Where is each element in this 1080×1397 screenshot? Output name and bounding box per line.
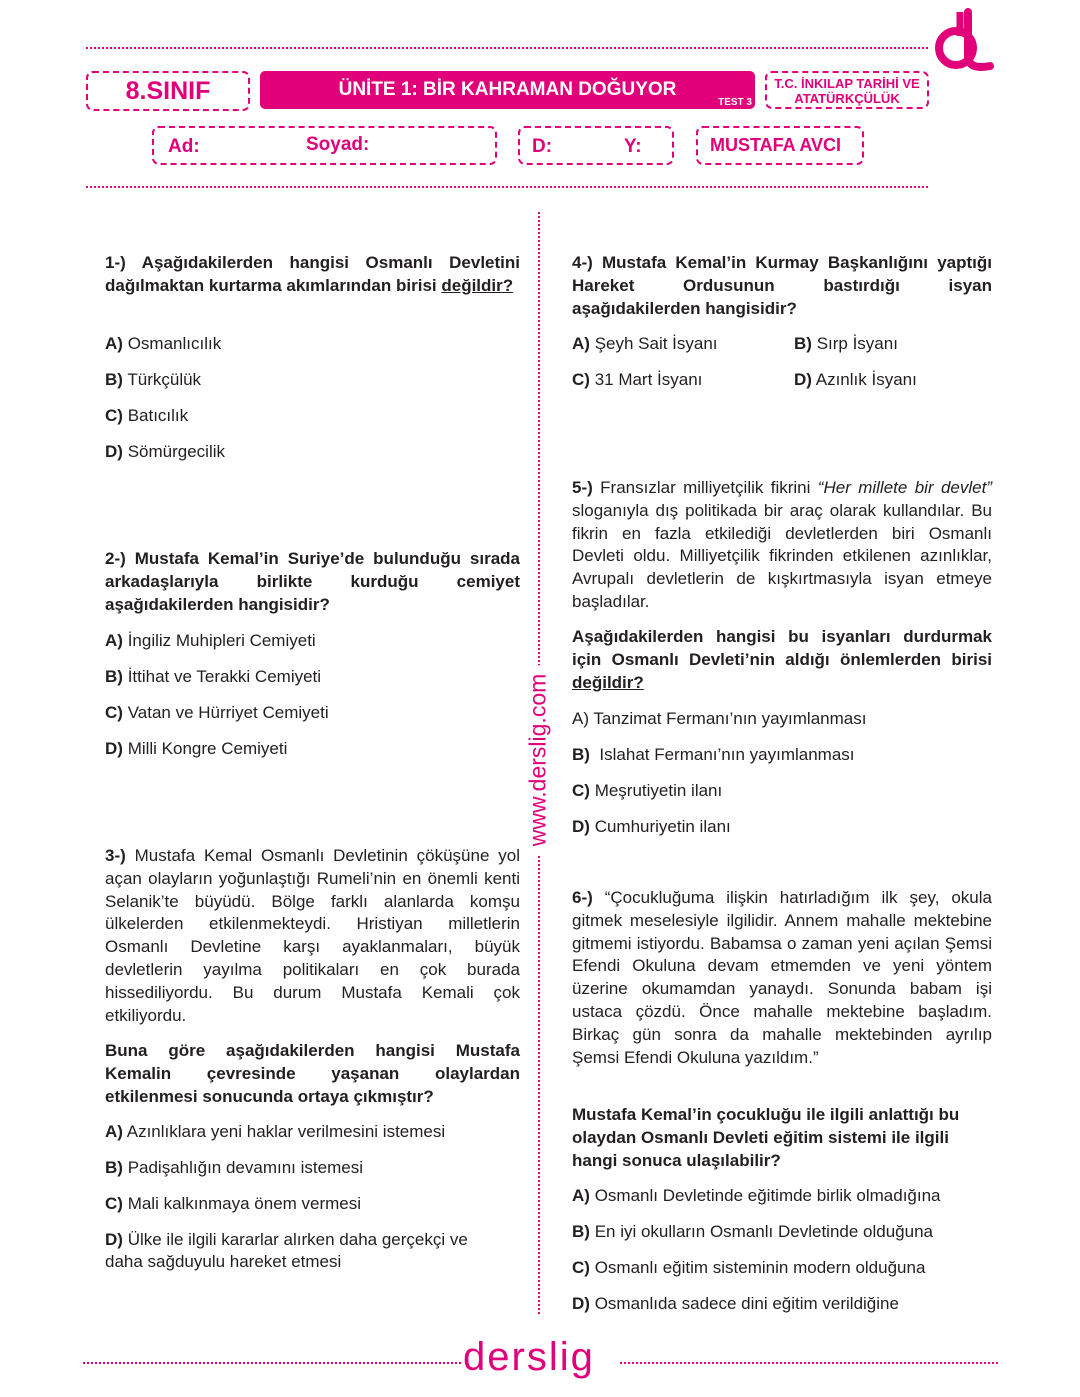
q3-option-d[interactable]: D) Ülke ile ilgili kararlar alırken daha gerçekçi ve daha sağduyulu hareket etmesi — [105, 1230, 468, 1271]
q2-option-b[interactable]: B) İttihat ve Terakki Cemiyeti — [105, 667, 322, 686]
question-5-stem: Aşağıdakilerden hangisi bu isyanları durdurmak için Osmanlı Devleti’nin aldığı önlemlerden birisi değildir? — [572, 627, 992, 692]
surname-label: Soyad: — [306, 134, 370, 155]
q3-option-b[interactable]: B) Padişahlığın devamını istemesi — [105, 1158, 363, 1177]
unit-title: ÜNİTE 1: BİR KAHRAMAN DOĞUYOR — [338, 79, 677, 100]
correct-label: D: — [532, 136, 553, 157]
q4-option-c[interactable]: C) 31 Mart İsyanı — [572, 370, 703, 389]
footer-divider-right — [620, 1362, 998, 1364]
q5-option-b[interactable]: B) Islahat Fermanı’nın yayımlanması — [572, 745, 855, 764]
q1-option-c[interactable]: C) Batıcılık — [105, 406, 189, 425]
wrong-label: Y: — [624, 136, 642, 157]
q1-option-b[interactable]: B) Türkçülük — [105, 370, 202, 389]
q6-option-b[interactable]: B) En iyi okulların Osmanlı Devletinde olduğuna — [572, 1222, 933, 1241]
subject-line2: ATATÜRKÇÜLÜK — [794, 91, 900, 106]
footer-divider-left — [83, 1362, 461, 1364]
q2-option-d[interactable]: D) Milli Kongre Cemiyeti — [105, 739, 288, 758]
watermark-url: www.derslig.com — [525, 666, 552, 855]
top-divider — [86, 47, 928, 49]
q1-option-d[interactable]: D) Sömürgecilik — [105, 442, 225, 461]
question-3-passage: 3-) Mustafa Kemal Osmanlı Devletinin çöküşüne yol açan olayların yoğunlaştığı Rumeli’nin en önemli kenti Selanik’te büyüdü. Bölge farklı alanlarda komşu ülkelerden etkilenmekteydi. Hristiyan milletlerin Osmanlı Devletine karşı ayaklanmaları, büyük devletlerin yayılma politikaları en çok burada hissediliyordu. Bu durum Mustafa Kemali çok etkiliyordu. — [105, 846, 520, 1025]
q4-option-b[interactable]: B) Sırp İsyanı — [794, 334, 898, 353]
q5-option-a[interactable]: A) Tanzimat Fermanı’nın yayımlanması — [572, 709, 867, 728]
q1-option-a[interactable]: A) Osmanlıcılık — [105, 334, 222, 353]
author-name: MUSTAFA AVCI — [710, 135, 841, 155]
test-number: TEST 3 — [718, 97, 752, 108]
q3-option-c[interactable]: C) Mali kalkınmaya önem vermesi — [105, 1194, 362, 1213]
q6-option-c[interactable]: C) Osmanlı eğitim sisteminin modern olduğuna — [572, 1258, 926, 1277]
score-field[interactable] — [518, 126, 674, 165]
footer-brand-logo: derslig — [463, 1335, 595, 1379]
grade-label: 8.SINIF — [125, 76, 211, 105]
question-1: 1-) Aşağıdakilerden hangisi Osmanlı Devletini dağılmaktan kurtarma akımlarından birisi değildir? — [105, 253, 520, 295]
q5-option-d[interactable]: D) Cumhuriyetin ilanı — [572, 817, 731, 836]
question-5-passage: 5-) Fransızlar milliyetçilik fikrini “Her millete bir devlet” sloganıyla dış politikada bir araç olarak kullandılar. Bu fikrin en fazla etkilediği devletlerden biri Osmanlı Devleti oldu. Milliyetçilik fikrinden etkilenen azınlıklar, Avrupalı devletlerin de kışkırtmasıyla isyan etmeye başladılar. — [572, 478, 992, 611]
q3-option-a[interactable]: A) Azınlıklara yeni haklar verilmesini istemesi — [105, 1122, 446, 1141]
q2-option-a[interactable]: A) İngiliz Muhipleri Cemiyeti — [105, 631, 316, 650]
subject-line1: T.C. İNKILAP TARİHİ VE — [774, 76, 920, 91]
question-6-stem: Mustafa Kemal’in çocukluğu ile ilgili anlattığı bu olaydan Osmanlı Devleti eğitim sistemi ile ilgili hangi sonuca ulaşılabilir? — [572, 1105, 960, 1170]
q4-option-a[interactable]: A) Şeyh Sait İsyanı — [572, 334, 718, 353]
name-field[interactable] — [152, 126, 497, 165]
question-3-stem: Buna göre aşağıdakilerden hangisi Mustafa Kemalin çevresinde yaşanan olaylardan etkilenmesi sonucunda ortaya çıkmıştır? — [105, 1041, 520, 1106]
question-4: 4-) Mustafa Kemal’in Kurmay Başkanlığını yaptığı Hareket Ordusunun bastırdığı isyan aşağıdakilerden hangisidir? — [572, 253, 992, 318]
q5-option-c[interactable]: C) Meşrutiyetin ilanı — [572, 781, 723, 800]
subject-box — [765, 71, 929, 109]
question-6-passage: 6-) “Çocukluğuma ilişkin hatırladığım ilk şey, okula gitmek meselesiyle ilgilidir. Annem mahalle mektebine gitmemi istiyordu. Babamsa o zaman yeni açılan Şemsi Efendi Okuluna devam etmemden ve yeni yöntem üzerine okumamdan yanaydı. Sonunda babam işi ustaca çözdü. Önce mahalle mektebine başladım. Birkaç gün sonra da mahalle mektebinden ayrılıp Şemsi Efendi Okuluna yazıldım.” — [572, 888, 992, 1067]
q6-option-a[interactable]: A) Osmanlı Devletinde eğitimde birlik olmadığına — [572, 1186, 941, 1205]
q6-option-d[interactable]: D) Osmanlıda sadece dini eğitim verildiğine — [572, 1294, 899, 1313]
unit-banner — [260, 71, 755, 109]
question-2: 2-) Mustafa Kemal’in Suriye’de bulunduğu sırada arkadaşlarıyla birlikte kurduğu cemiyet aşağıdakilerden hangisidir? — [105, 549, 520, 614]
q2-option-c[interactable]: C) Vatan ve Hürriyet Cemiyeti — [105, 703, 329, 722]
q4-option-d[interactable]: D) Azınlık İsyanı — [794, 370, 917, 389]
logo — [930, 6, 1000, 76]
name-label: Ad: — [168, 136, 200, 157]
header-bottom-divider — [86, 186, 928, 188]
grade-box — [86, 71, 250, 111]
author-box — [696, 126, 864, 165]
